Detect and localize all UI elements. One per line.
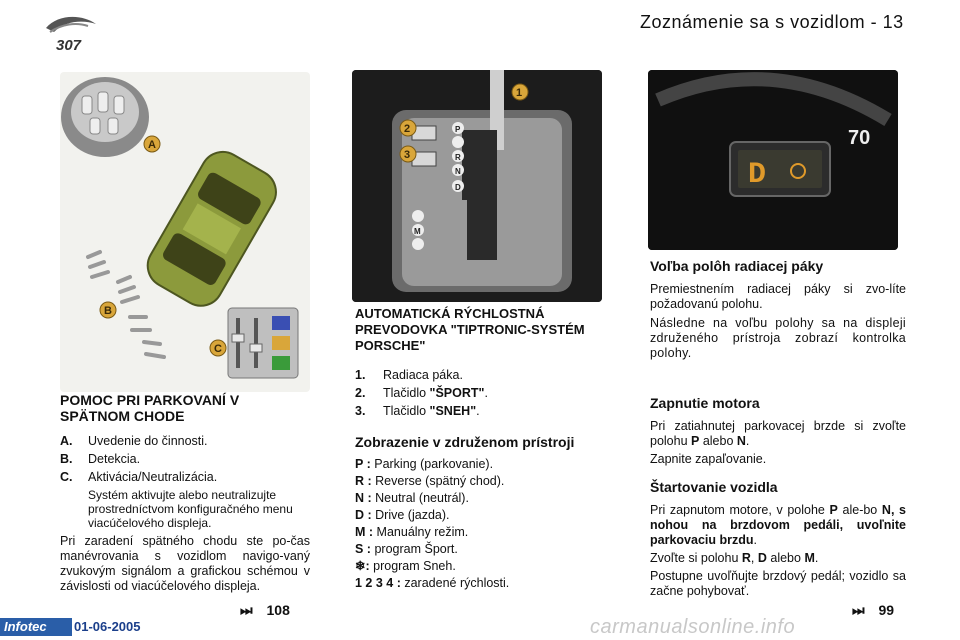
svg-text:A: A xyxy=(148,139,156,151)
svg-text:307: 307 xyxy=(56,37,82,54)
section-title: AUTOMATICKÁ RÝCHLOSTNÁ PREVODOVKA "TIPTRONIC-SYSTÉM PORSCHE" xyxy=(355,306,585,353)
list-item: 1. Radiaca páka. xyxy=(355,368,463,382)
list-item: D : Drive (jazda). xyxy=(355,508,450,522)
list-item: B. Detekcia. xyxy=(60,452,141,466)
paragraph: Zapnite zapaľovanie. xyxy=(650,452,767,466)
list-item: 1 2 3 4 : zaradené rýchlosti. xyxy=(355,576,510,590)
instrument-cluster-illustration xyxy=(648,70,898,250)
list-item: C. Aktivácia/Neutralizácia. xyxy=(60,470,218,484)
list-item: M : Manuálny režim. xyxy=(355,525,469,539)
gear-selector-illustration xyxy=(352,70,602,302)
list-item: 2. Tlačidlo "ŠPORT". xyxy=(355,386,488,400)
peugeot-307-logo xyxy=(40,10,100,54)
gearbox-section xyxy=(355,306,615,592)
note: Systém aktivujte alebo neutralizujte prostredníctvom konfiguračného menu viacúčelového displeja. xyxy=(88,488,293,530)
list-item: P : Parking (parkovanie). xyxy=(355,457,494,471)
paragraph: Pri zapnutom motore, v polohe P ale-bo N, s nohou na brzdovom pedáli, uvoľnite parkovaciu brzdu. xyxy=(650,503,906,547)
subsection-title: Štartovanie vozidla xyxy=(650,479,778,495)
paragraph: Zvoľte si polohu R, D alebo M. xyxy=(650,551,819,565)
paragraph: Následne na voľbu polohy sa na displeji združeného prístroja zobrazí kontrolka polohy. xyxy=(650,316,906,360)
svg-text:D: D xyxy=(455,183,461,192)
svg-text:B: B xyxy=(104,305,112,317)
paragraph: Postupne uvoľňujte brzdový pedál; vozidlo sa začne pohybovať. xyxy=(650,569,906,598)
display-list xyxy=(355,456,615,592)
forward-icon: ⏭ xyxy=(240,602,253,618)
watermark: carmanualsonline.info xyxy=(590,616,796,638)
section-title: POMOC PRI PARKOVANÍ V SPÄTNOM CHODE xyxy=(60,392,240,424)
forward-icon: ⏭ xyxy=(852,602,865,618)
list-item: R : Reverse (spätný chod). xyxy=(355,474,505,488)
page-link-108[interactable]: ⏭ 108 xyxy=(240,602,290,618)
parking-assist-section xyxy=(60,392,310,594)
list-item: S : program Šport. xyxy=(355,542,458,556)
list-item: A. Uvedenie do činnosti. xyxy=(60,434,208,448)
svg-text:P: P xyxy=(455,125,461,134)
svg-text:3: 3 xyxy=(404,149,411,161)
paragraph: Pri zatiahnutej parkovacej brzde si zvoľte polohu P alebo N. xyxy=(650,419,906,448)
infotec-logo: Infotec xyxy=(0,618,72,636)
subsection-title: Zapnutie motora xyxy=(650,395,760,411)
page-title: Zoznámenie sa s vozidlom - 13 xyxy=(640,12,904,32)
svg-text:C: C xyxy=(214,343,222,355)
svg-text:1: 1 xyxy=(516,87,523,99)
svg-text:2: 2 xyxy=(404,123,411,135)
svg-text:N: N xyxy=(455,167,461,176)
svg-text:R: R xyxy=(455,153,461,162)
list-item: ❄: program Sneh. xyxy=(355,559,456,573)
svg-text:M: M xyxy=(414,227,421,236)
paragraph: Premiestnením radiacej páky si zvo-líte požadovanú polohu. xyxy=(650,282,906,311)
list-item: 3. Tlačidlo "SNEH". xyxy=(355,404,480,418)
svg-text:D: D xyxy=(748,158,767,192)
list-item: N : Neutral (neutrál). xyxy=(355,491,469,505)
page-link-99[interactable]: ⏭ 99 xyxy=(852,602,895,618)
svg-text:70: 70 xyxy=(848,127,871,149)
subsection-title: Voľba polôh radiacej páky xyxy=(650,258,824,274)
right-section xyxy=(650,258,906,599)
parking-assist-illustration xyxy=(60,72,310,392)
paragraph: Pri zaradení spätného chodu ste po-čas manévrovania s vozidlom navigo-vaný zvukovým signálom a grafickou schémou v závislosti od viacúčelového displeja. xyxy=(60,534,310,593)
footer-date: 01-06-2005 xyxy=(74,619,141,634)
subsection-title: Zobrazenie v združenom prístroji xyxy=(355,434,575,450)
